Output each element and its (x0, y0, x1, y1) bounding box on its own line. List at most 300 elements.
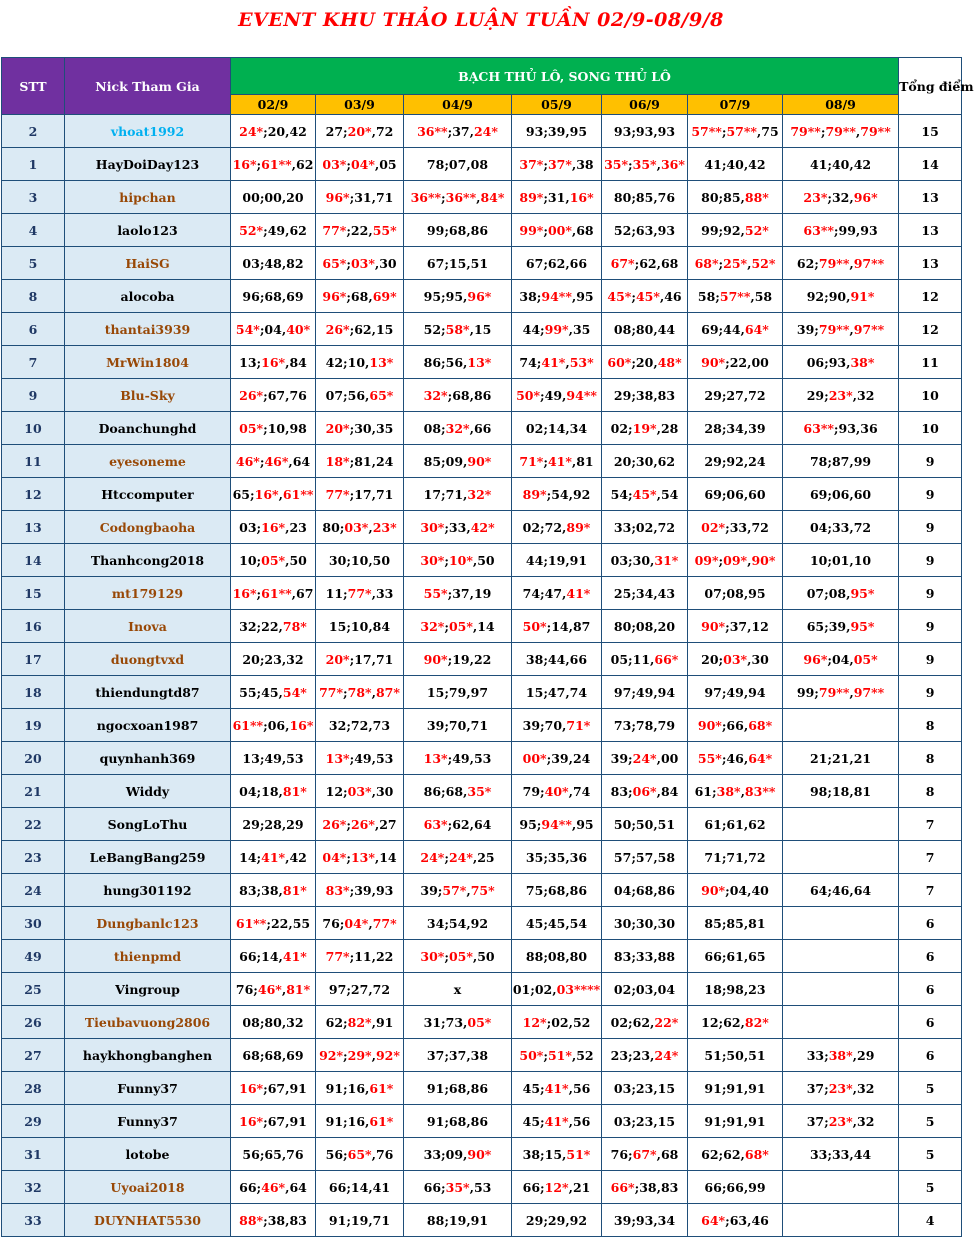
hit-number: 78* (282, 618, 307, 634)
number-text: 29;92,24 (704, 453, 766, 469)
number-text: ,50 (472, 552, 495, 568)
hit-number: 35* (632, 156, 657, 172)
number-text: ,28 (656, 420, 679, 436)
number-text: ,05 (374, 156, 397, 172)
row-pick (231, 511, 316, 544)
number-text: 76; (610, 1146, 633, 1162)
hit-number: 50* (519, 1047, 544, 1063)
number-text: ; (444, 552, 449, 568)
hit-number: 46* (264, 453, 289, 469)
number-text: 58; (697, 288, 720, 304)
number-text: 15;10,84 (328, 618, 391, 634)
hit-number: 57** (691, 123, 722, 139)
hit-number: 96* (325, 189, 350, 205)
row-pick (688, 1006, 783, 1039)
hit-number: 12* (544, 1179, 569, 1195)
hit-number: 96* (322, 288, 347, 304)
number-text: 86;68, (423, 783, 468, 799)
row-nick: quynhanh369 (65, 742, 231, 775)
row-pick (512, 1006, 602, 1039)
hit-number: 82* (347, 1014, 372, 1030)
row-pick (602, 1105, 688, 1138)
hit-number: 16* (254, 486, 279, 502)
table-row (2, 643, 962, 676)
row-stt: 2 (2, 115, 65, 148)
hit-number: 90* (701, 618, 726, 634)
row-pick (688, 445, 783, 478)
number-text: ,50 (285, 552, 307, 568)
row-stt: 16 (2, 610, 65, 643)
row-pick (602, 775, 688, 808)
row-pick (404, 676, 512, 709)
number-text: ;62,64 (447, 816, 492, 832)
row-pick (688, 610, 783, 643)
row-pick (316, 940, 404, 973)
hit-number: 79** (860, 123, 891, 139)
number-text: ,32 (852, 1113, 875, 1129)
hit-number: 58* (445, 321, 470, 337)
hit-number: 38* (716, 783, 741, 799)
hit-number: 24* (239, 123, 264, 139)
row-pick (231, 808, 316, 841)
row-total: 5 (899, 1138, 962, 1171)
number-text: ;04, (259, 321, 287, 337)
row-pick (512, 742, 602, 775)
row-pick (602, 973, 688, 1006)
row-pick (316, 280, 404, 313)
row-pick (688, 247, 783, 280)
row-pick (783, 214, 899, 247)
number-text: ;99,93 (833, 222, 878, 238)
row-pick (512, 841, 602, 874)
number-text: ;11,22 (349, 948, 394, 964)
number-text: 21;21,21 (809, 750, 872, 766)
number-text: 80; (322, 519, 345, 535)
row-pick (316, 1072, 404, 1105)
row-pick (316, 1138, 404, 1171)
number-text: ; (631, 288, 636, 304)
number-text: ;46, (721, 750, 749, 766)
row-pick (316, 1006, 404, 1039)
table-row (2, 709, 962, 742)
row-pick (316, 379, 404, 412)
number-text: ;63,46 (725, 1212, 769, 1228)
hit-number: 46* (257, 981, 282, 997)
row-pick (688, 1039, 783, 1072)
row-total: 8 (899, 775, 962, 808)
row-pick (512, 313, 602, 346)
number-text: 75;68,86 (525, 882, 588, 898)
hit-number: 97** (853, 255, 885, 271)
number-text: 29;27,72 (704, 387, 766, 403)
table-row (2, 511, 962, 544)
row-pick (783, 1138, 899, 1171)
number-text: ;02,52 (546, 1014, 591, 1030)
number-text: 66;14, (239, 948, 283, 964)
hit-number: 89* (522, 486, 547, 502)
row-pick (404, 115, 512, 148)
row-nick: Codongbaoha (65, 511, 231, 544)
row-stt: 15 (2, 577, 65, 610)
number-text: 65;39, (806, 618, 851, 634)
hit-number: 68* (744, 1146, 769, 1162)
table-row (2, 148, 962, 181)
number-text: 83;38, (239, 882, 283, 898)
number-text: ,23 (285, 519, 307, 535)
number-text: , (371, 1047, 376, 1063)
row-pick (231, 346, 316, 379)
hit-number: 51* (566, 1146, 591, 1162)
row-total: 13 (899, 214, 962, 247)
number-text: 69;44, (701, 321, 745, 337)
table-row (2, 1171, 962, 1204)
row-total: 11 (899, 346, 962, 379)
number-text: ; (543, 156, 548, 172)
number-text: 37;37,38 (426, 1047, 489, 1063)
number-text: ,58 (750, 288, 773, 304)
table-row (2, 676, 962, 709)
row-pick (783, 313, 899, 346)
hit-number: 00* (547, 222, 572, 238)
hit-number: 46* (235, 453, 260, 469)
hit-number: 65* (369, 387, 394, 403)
row-nick: Uyoai2018 (65, 1171, 231, 1204)
number-text: 31;73, (423, 1014, 468, 1030)
hit-number: 16* (232, 156, 257, 172)
row-pick (231, 742, 316, 775)
row-total: 12 (899, 280, 962, 313)
row-pick (316, 1171, 404, 1204)
row-stt: 21 (2, 775, 65, 808)
number-text: 37; (806, 1080, 829, 1096)
number-text: ;10,98 (263, 420, 307, 436)
hit-number: 40* (544, 783, 569, 799)
hit-number: 94** (541, 288, 572, 304)
row-stt: 5 (2, 247, 65, 280)
hit-number: 16* (569, 189, 594, 205)
number-text: 91;91,91 (704, 1113, 766, 1129)
row-pick (231, 181, 316, 214)
number-text: , (747, 255, 752, 271)
table-row (2, 1138, 962, 1171)
number-text: 12; (325, 783, 348, 799)
number-text: ; (346, 255, 351, 271)
number-text: ; (346, 849, 351, 865)
number-text: 42;10, (325, 354, 370, 370)
number-text: 45; (522, 1113, 545, 1129)
row-nick: HaiSG (65, 247, 231, 280)
hit-number: 38* (850, 354, 875, 370)
number-text: ;38,83 (263, 1212, 307, 1228)
row-pick (316, 577, 404, 610)
row-pick (602, 841, 688, 874)
row-stt: 8 (2, 280, 65, 313)
number-text: 34;54,92 (426, 915, 489, 931)
row-total: 9 (899, 676, 962, 709)
row-pick (404, 544, 512, 577)
number-text: ;37,19 (447, 585, 492, 601)
hit-number: 77* (319, 684, 344, 700)
row-pick (783, 445, 899, 478)
header-date: 03/9 (316, 95, 404, 115)
row-pick (231, 1105, 316, 1138)
hit-number: 63* (423, 816, 448, 832)
row-pick (316, 643, 404, 676)
row-pick (231, 1072, 316, 1105)
row-stt: 18 (2, 676, 65, 709)
number-text: ; (718, 255, 724, 271)
table-body (2, 115, 962, 1237)
row-nick: DUYNHAT5530 (65, 1204, 231, 1237)
table-row (2, 808, 962, 841)
number-text: 33;33,44 (809, 1146, 872, 1162)
row-pick (404, 1006, 512, 1039)
row-pick (512, 544, 602, 577)
row-pick (231, 544, 316, 577)
row-nick: Widdy (65, 775, 231, 808)
row-pick (512, 280, 602, 313)
row-pick (602, 214, 688, 247)
hit-number: 16* (239, 1080, 264, 1096)
row-pick (512, 775, 602, 808)
number-text: , (368, 915, 373, 931)
hit-number: 29* (347, 1047, 372, 1063)
table-row (2, 1006, 962, 1039)
row-pick (316, 676, 404, 709)
hit-number: 20* (325, 420, 350, 436)
number-text: 20;30,62 (613, 453, 676, 469)
row-pick (404, 214, 512, 247)
hit-number: 57* (442, 882, 467, 898)
row-stt: 25 (2, 973, 65, 1006)
row-pick (316, 478, 404, 511)
hit-number: 71* (566, 717, 591, 733)
row-pick (316, 610, 404, 643)
row-pick (231, 214, 316, 247)
number-text: 03;23,15 (613, 1113, 676, 1129)
number-text: ;31,71 (349, 189, 394, 205)
row-stt: 10 (2, 412, 65, 445)
row-pick (231, 148, 316, 181)
row-pick (783, 610, 899, 643)
number-text: 35;35,36 (525, 849, 588, 865)
number-text: ,50 (472, 948, 495, 964)
number-text: 10; (239, 552, 262, 568)
number-text: , (849, 255, 854, 271)
hit-number: 04* (322, 849, 347, 865)
row-stt: 33 (2, 1204, 65, 1237)
hit-number: 24* (473, 123, 498, 139)
row-pick (783, 1072, 899, 1105)
number-text: , (371, 684, 376, 700)
row-pick (783, 544, 899, 577)
number-text: ,66 (469, 420, 492, 436)
hit-number: 32* (423, 387, 448, 403)
number-text: ;20,42 (263, 123, 307, 139)
number-text: ;17,71 (349, 651, 394, 667)
header-date: 06/9 (602, 95, 688, 115)
row-pick (231, 676, 316, 709)
row-nick: Blu-Sky (65, 379, 231, 412)
row-nick: thienpmd (65, 940, 231, 973)
number-text: 68;68,69 (242, 1047, 304, 1063)
row-pick (404, 610, 512, 643)
number-text: ;22, (346, 222, 373, 238)
row-stt: 19 (2, 709, 65, 742)
row-pick (404, 577, 512, 610)
row-total: 13 (899, 181, 962, 214)
hit-number: 35* (445, 1179, 470, 1195)
number-text: ;49,53 (447, 750, 492, 766)
number-text: 91;16, (325, 1080, 370, 1096)
number-text: , (476, 189, 481, 205)
number-text: ;17,71 (349, 486, 394, 502)
row-pick (512, 379, 602, 412)
number-text: 39; (796, 321, 819, 337)
hit-number: 23* (803, 189, 828, 205)
row-nick: thiendungtd87 (65, 676, 231, 709)
hit-number: 55* (372, 222, 397, 238)
row-pick (688, 676, 783, 709)
hit-number: 91* (850, 288, 875, 304)
number-text: 39; (610, 750, 633, 766)
hit-number: 00* (522, 750, 547, 766)
row-pick (316, 775, 404, 808)
number-text: 08; (423, 420, 446, 436)
row-pick (231, 280, 316, 313)
number-text: 85;09, (423, 453, 468, 469)
number-text: 64;46,64 (809, 882, 872, 898)
hit-number: 05* (448, 948, 473, 964)
number-text: , (368, 519, 373, 535)
number-text: ;20, (631, 354, 658, 370)
hit-number: 64* (744, 321, 769, 337)
number-text: 67;62,66 (525, 255, 588, 271)
row-pick (783, 115, 899, 148)
number-text: 13;49,53 (242, 750, 304, 766)
row-pick (404, 148, 512, 181)
row-pick (783, 511, 899, 544)
row-total: 9 (899, 610, 962, 643)
hit-number: 66* (610, 1179, 635, 1195)
hit-number: 61** (261, 156, 292, 172)
hit-number: 30* (420, 948, 445, 964)
number-text: ; (820, 123, 826, 139)
row-total: 9 (899, 577, 962, 610)
row-pick (783, 709, 899, 742)
hit-number: 71* (519, 453, 544, 469)
number-text: 86;56, (423, 354, 468, 370)
hit-number: 90* (701, 882, 726, 898)
number-text: 04;68,86 (613, 882, 676, 898)
number-text: 76; (322, 915, 345, 931)
number-text: 02;14,34 (525, 420, 588, 436)
hit-number: 90* (701, 354, 726, 370)
number-text: ; (718, 552, 724, 568)
number-text: 29;28,29 (242, 816, 304, 832)
number-text: , (855, 123, 861, 139)
row-pick (404, 1138, 512, 1171)
hit-number: 16* (261, 519, 286, 535)
row-stt: 24 (2, 874, 65, 907)
table-row (2, 478, 962, 511)
hit-number: 26* (239, 387, 264, 403)
number-text: 67;15,51 (426, 255, 489, 271)
number-text: ;68, (346, 288, 373, 304)
number-text: ; (441, 189, 446, 205)
row-pick (688, 940, 783, 973)
number-text: ;39,24 (546, 750, 591, 766)
hit-number: 30* (420, 552, 445, 568)
number-text: 66;61,65 (704, 948, 766, 964)
hit-number: 30* (420, 519, 445, 535)
number-text: 45; (522, 1080, 545, 1096)
hit-number: 45* (607, 288, 632, 304)
number-text: 02;62, (610, 1014, 655, 1030)
row-pick (602, 379, 688, 412)
row-pick (512, 676, 602, 709)
row-stt: 31 (2, 1138, 65, 1171)
number-text: 99;68,86 (426, 222, 489, 238)
hit-number: 52* (744, 222, 769, 238)
hit-number: 05* (261, 552, 286, 568)
hit-number: 35* (604, 156, 629, 172)
number-text: 62;62, (701, 1146, 745, 1162)
row-pick (783, 1105, 899, 1138)
row-pick (688, 1204, 783, 1237)
row-pick (688, 775, 783, 808)
number-text: ; (259, 453, 265, 469)
number-text: 56;65,76 (242, 1146, 304, 1162)
row-pick (404, 940, 512, 973)
number-text: 29;38,83 (613, 387, 676, 403)
number-text: ; (346, 156, 351, 172)
row-pick (688, 214, 783, 247)
row-pick (783, 1006, 899, 1039)
number-text: ;19,22 (447, 651, 492, 667)
row-pick (512, 874, 602, 907)
row-pick (512, 973, 602, 1006)
number-text: 83; (610, 783, 633, 799)
hit-number: 68* (748, 717, 773, 733)
hit-number: 23* (828, 1113, 853, 1129)
row-pick (602, 346, 688, 379)
number-text: 76; (235, 981, 258, 997)
row-pick (688, 973, 783, 1006)
number-text: 91;68,86 (426, 1080, 489, 1096)
number-text: ; (543, 1047, 548, 1063)
row-pick (688, 841, 783, 874)
hit-number: 03* (322, 156, 347, 172)
row-total: 9 (899, 643, 962, 676)
hit-number: 77* (347, 585, 372, 601)
header-total: Tổng điểm (899, 58, 962, 115)
number-text: 99;92, (701, 222, 745, 238)
hit-number: 05* (467, 1014, 492, 1030)
row-nick: vhoat1992 (65, 115, 231, 148)
table-row (2, 115, 962, 148)
hit-number: 09* (723, 552, 748, 568)
number-text: ;31, (543, 189, 570, 205)
number-text: 18;98,23 (704, 981, 766, 997)
hit-number: 67* (632, 1146, 657, 1162)
number-text: ,64 (285, 1179, 307, 1195)
hit-number: 41* (544, 1080, 569, 1096)
hit-number: 50* (516, 387, 541, 403)
number-text: ; (628, 156, 633, 172)
number-text: ; (543, 222, 548, 238)
number-text: 11; (325, 585, 348, 601)
